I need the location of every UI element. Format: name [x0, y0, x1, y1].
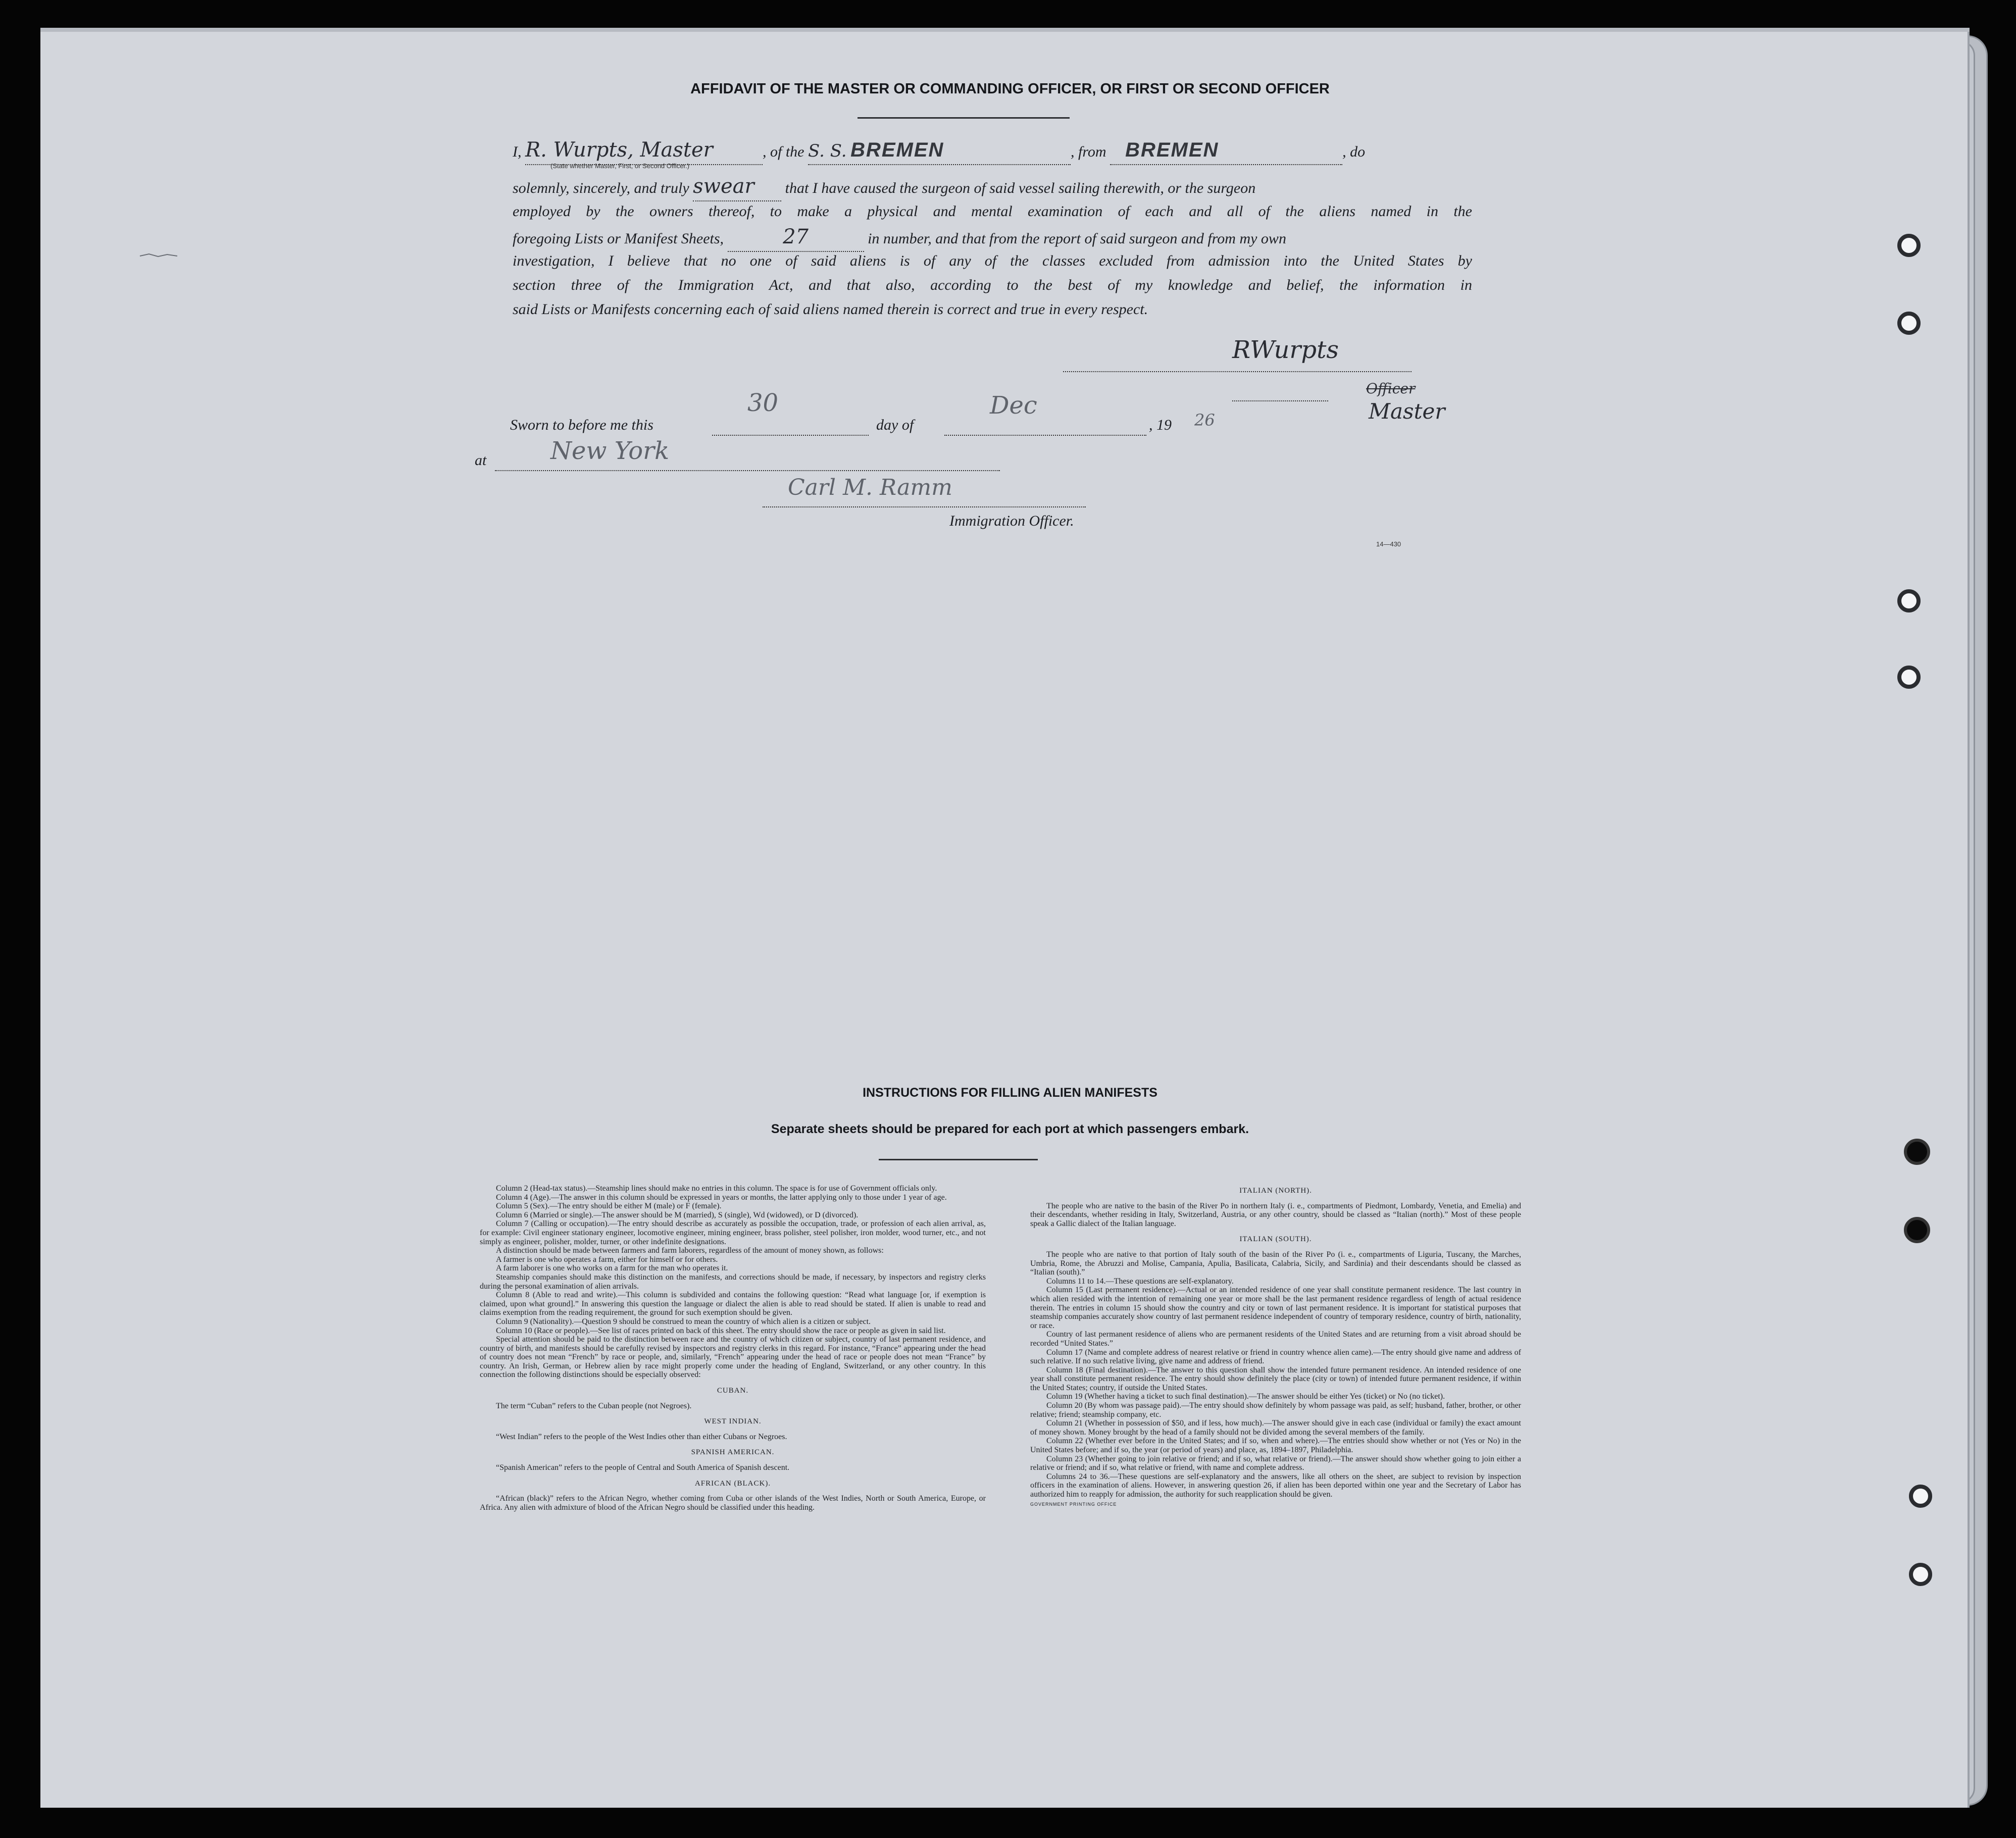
immigration-officer-signature: Carl M. Ramm [788, 475, 952, 500]
instruction-paragraph: Column 9 (Nationality).—Question 9 should be construed to mean the country of which alien is a citizen or subject. [496, 1317, 871, 1326]
port-field [1110, 138, 1342, 165]
instruction-paragraph: “West Indian” refers to the people of the West Indies other than either Cubans or Negroes. [496, 1432, 787, 1441]
instruction-paragraph: The people who are native to that portion of Italy south of the basin of the River Po (i. e., compartments of Liguria, Tuscany, the Marches, Umbria, Rome, the Abruzzi and Molise, Campania, Apulia, Basilicata, Calabria, Sicily, and Sardinia) and their descendants should be classed as “Italian (south).” [1030, 1250, 1521, 1277]
count-field [728, 225, 864, 252]
instruction-paragraph: “Spanish American” refers to the people of Central and South America of Spanish descent. [496, 1463, 790, 1472]
affidavit-line-2 [513, 174, 1472, 201]
count-handwritten: 27 [783, 225, 809, 248]
oath-handwritten: swear [693, 175, 754, 198]
officer-signature-line [763, 506, 1086, 507]
section-heading: ITALIAN (SOUTH). [1239, 1235, 1312, 1244]
officer-note: (State whether Master, First, or Second Officer.) [550, 162, 690, 170]
affidavit-text: foregoing Lists or Manifest Sheets, [513, 230, 724, 247]
day-of-text: day of [876, 417, 914, 433]
affidavit-line-3: employed by the owners thereof, to make a physical and mental examination of each and all of the aliens named in the [513, 203, 1472, 220]
master-title-handwritten: Master [1369, 399, 1445, 424]
title-line [1232, 400, 1328, 401]
affidavit-text: solemnly, sincerely, and truly [513, 180, 689, 196]
instruction-paragraph: Column 8 (Able to read and write).—This column is subdivided and contains the following question: “Read what language [or, if exemption is claimed, upon what ground].” In answering this question the language or dialect the alien is able to read should be stated. If alien is unable to read and claims exemption from the reading requirement, the ground for such exemption should be given. [480, 1291, 986, 1317]
instruction-paragraph: Steamship companies should make this distinction on the manifests, and corrections should be made, if necessary, by inspectors and registry clerks during the personal examination of alien arrivals. [480, 1272, 986, 1291]
affidavit-line-4 [513, 225, 1472, 252]
binder-hole-icon [1897, 666, 1921, 689]
affidavit-text: I, [513, 143, 522, 160]
place-line [495, 470, 1000, 471]
instructions-rule [879, 1159, 1038, 1160]
binder-hole-icon [1904, 1139, 1930, 1165]
form-number: 14—430 [1376, 540, 1401, 548]
instructions-title: INSTRUCTIONS FOR FILLING ALIEN MANIFESTS [863, 1086, 1157, 1100]
binder-hole-icon [1897, 589, 1921, 612]
instruction-paragraph: A farm laborer is one who works on a farm for the man who operates it. [496, 1264, 728, 1273]
affidavit-line-7: said Lists or Manifests concerning each of said aliens named therein is correct and true in every respect. [513, 301, 1148, 318]
affidavit-line-6: section three of the Immigration Act, and that also, according to the best of my knowledge and belief, the information in [513, 277, 1472, 293]
instruction-paragraph: Columns 11 to 14.—These questions are self-explanatory. [1046, 1277, 1234, 1286]
instruction-paragraph: A farmer is one who operates a farm, either for himself or for others. [496, 1255, 718, 1264]
instruction-paragraph: Column 4 (Age).—The answer in this column should be expressed in years or months, the latter applying only to those under 1 year of age. [496, 1193, 947, 1202]
instruction-paragraph: Column 22 (Whether ever before in the United States; and if so, when and where).—The entries should show whether or not (Yes or No) in the United States before; and if so, the year (or period of years) and place, as, 1894–1897, Philadelphia. [1030, 1437, 1521, 1455]
month-handwritten: Dec [990, 391, 1037, 420]
section-heading: CUBAN. [717, 1387, 749, 1395]
affidavit-text: , of the [763, 143, 804, 160]
affidavit-title: AFFIDAVIT OF THE MASTER OR COMMANDING OFFICER, OR FIRST OR SECOND OFFICER [690, 81, 1330, 97]
binder-hole-icon [1909, 1563, 1932, 1586]
instruction-paragraph: The people who are native to the basin of the River Po in northern Italy (i. e., compartments of Piedmont, Lombardy, Venetia, and Emelia) and their descendants, whether residing in Italy, Switzerland, Austria, or any other country, should be classed as “Italian (north).” Most of these people speak a Gallic dialect of the Italian language. [1030, 1201, 1521, 1228]
binder-hole-icon [1897, 234, 1921, 257]
instruction-paragraph: Special attention should be paid to the distinction between race and the country of which citizen or subject, country of last permanent residence, and country of birth, and manifests should be carefully revised by inspectors and registry clerks in this regard. For instance, “France” appearing under the head of country does not mean “French” by race or people, and, similarly, “French” appearing under the head of race or people does not mean “France” by country. An Irish, German, or Hebrew alien by race might properly come under the heading of England, Switzerland, or any other country. In this connection the following distinctions should be especially observed: [480, 1335, 986, 1380]
master-signature: RWurpts [1232, 336, 1339, 364]
instruction-paragraph: Column 15 (Last permanent residence).—Actual or an intended residence of one year shall constitute permanent residence. The last country in which alien resided with the intention of remaining one year or more shall be the last permanent residence regardless of length of actual residence therein. The entries in column 15 should show the country and city or town of last permanent residence. It is important for statistical purposes that steamship companies accurately show country of last permanent residence independent of country of temporary residence, country of birth, nationality, or race. [1030, 1286, 1521, 1330]
instruction-paragraph: “African (black)” refers to the African Negro, whether coming from Cuba or other islands of the West Indies, North or South America, Europe, or Africa. Any alien with admixture of blood of the African Negro should be classified under this heading. [480, 1494, 986, 1512]
ship-name-stamp: BREMEN [850, 139, 944, 161]
section-heading: AFRICAN (BLACK). [694, 1479, 771, 1488]
affidavit-text: , from [1071, 143, 1106, 160]
binder-hole-icon [1909, 1485, 1932, 1508]
sworn-text: Sworn to before me this [510, 417, 653, 433]
port-stamp: BREMEN [1125, 139, 1219, 161]
instruction-paragraph: Column 20 (By whom was passage paid).—The entry should show definitely by whom passage was paid, as self; husband, father, brother, or other relative; friend; steamship company, etc. [1030, 1401, 1521, 1419]
ship-field [808, 138, 1071, 165]
instruction-paragraph: Columns 24 to 36.—These questions are self-explanatory and the answers, like all others on the sheet, are subject to revision by inspection officers in the examination of aliens. However, in answering question 26, if alien has been deported within one year and the Secretary of Labor has authorized him to reapply for admission, the authority for such reapplication should be given. [1030, 1472, 1521, 1499]
instruction-paragraph: A distinction should be made between farmers and farm laborers, regardless of the amount of money shown, as follows: [496, 1246, 884, 1255]
section-heading: WEST INDIAN. [704, 1417, 762, 1426]
affidavit-line-1 [513, 138, 1472, 165]
instruction-paragraph: Column 7 (Calling or occupation).—The entry should describe as accurately as possible the occupation, trade, or profession of each alien arrival, as, for example: Civil engineer stationary engineer, locomotive engineer, mining engineer, brass polisher, steel polisher, iron molder, wood turner, etc., and not simply as engineer, polisher, molder, turner, or other indefinite designations. [480, 1219, 986, 1246]
day-line [712, 435, 869, 436]
instruction-paragraph: Column 17 (Name and complete address of nearest relative or friend in country whence alien came).—The entry should give name and address of such relative. If no such relative living, give name and address of friend. [1030, 1348, 1521, 1366]
year-handwritten: 26 [1194, 411, 1215, 430]
affidavit-line-5: investigation, I believe that no one of said aliens is of any of the classes excluded from admission into the United States by [513, 252, 1472, 269]
officer-title-struck: Officer [1366, 380, 1416, 397]
officer-field [525, 138, 763, 165]
affidavit-text: in number, and that from the report of said surgeon and from my own [868, 230, 1286, 247]
printer-imprint: GOVERNMENT PRINTING OFFICE [1030, 1501, 1117, 1507]
manifest-page [40, 28, 1970, 1808]
signature-line [1063, 371, 1412, 372]
ship-prefix-handwritten: S. S. [808, 141, 847, 161]
place-handwritten: New York [550, 437, 670, 465]
oath-field [693, 174, 781, 201]
month-line [944, 435, 1146, 436]
at-label: at [475, 452, 487, 469]
instruction-paragraph: Column 10 (Race or people).—See list of races printed on back of this sheet. The entry should show the race or people as given in said list. [496, 1326, 946, 1335]
instruction-paragraph: Column 2 (Head-tax status).—Steamship lines should make no entries in this column. The space is for use of Government officials only. [496, 1184, 937, 1193]
instructions-left-column [480, 1184, 986, 1512]
title-rule [858, 117, 1070, 119]
affidavit-text: , do [1342, 143, 1366, 160]
instruction-paragraph: Column 23 (Whether going to join relative or friend; and if so, what relative or friend).—The answer should show whether going to join either a relative or friend; and if so, what relative or friend, with name and complete address. [1030, 1454, 1521, 1472]
instruction-paragraph: Column 6 (Married or single).—The answer should be M (married), S (single), Wd (widowed), or D (divorced). [496, 1210, 859, 1219]
instruction-paragraph: Column 18 (Final destination).—The answer to this question shall show the intended future permanent residence. An intended residence of one year shall constitute permanent residence. The entry should show definitely the place (city or town) of intended future permanent residence, if within the United States; country, if outside the United States. [1030, 1365, 1521, 1392]
instruction-paragraph: Column 5 (Sex).—The entry should be either M (male) or F (female). [496, 1202, 722, 1211]
instruction-paragraph: Country of last permanent residence of aliens who are permanent residents of the United States and are returning from a visit abroad should be recorded “United States.” [1030, 1330, 1521, 1348]
instructions-right-column [1030, 1187, 1521, 1509]
year-prefix-text: , 19 [1149, 417, 1172, 433]
binder-hole-icon [1897, 312, 1921, 335]
immigration-officer-label: Immigration Officer. [949, 513, 1074, 529]
day-handwritten: 30 [747, 389, 779, 417]
affidavit-text: that I have caused the surgeon of said vessel sailing therewith, or the surgeon [785, 180, 1256, 196]
binder-hole-icon [1904, 1217, 1930, 1243]
instructions-subtitle: Separate sheets should be prepared for each port at which passengers embark. [771, 1122, 1249, 1136]
section-heading: ITALIAN (NORTH). [1239, 1187, 1312, 1195]
instruction-paragraph: Column 19 (Whether having a ticket to such final destination).—The answer should be either Yes (ticket) or No (no ticket). [1046, 1392, 1445, 1401]
page-edge [40, 28, 1970, 32]
instruction-paragraph: The term “Cuban” refers to the Cuban people (not Negroes). [496, 1401, 692, 1410]
pencil-mark [139, 250, 179, 260]
section-heading: SPANISH AMERICAN. [691, 1448, 775, 1457]
instruction-paragraph: Column 21 (Whether in possession of $50, and if less, how much).—The answer should give in each case (individual or family) the exact amount of money shown. Money brought by the head of a family should not be divided among the several members of the family. [1030, 1419, 1521, 1437]
officer-handwritten: R. Wurpts, Master [525, 138, 713, 162]
